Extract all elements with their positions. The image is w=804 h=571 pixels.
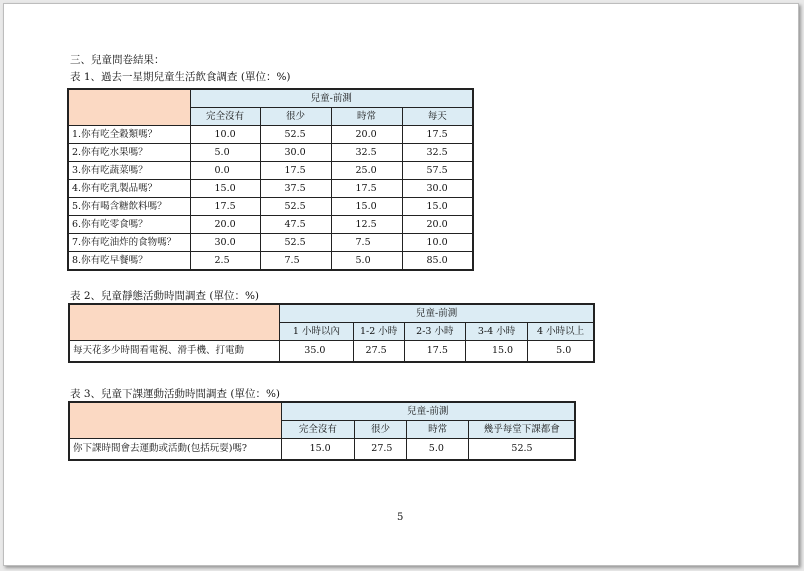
table-row: [68, 126, 473, 144]
table2-col-header: 2-3 小時: [404, 323, 465, 341]
table2: [68, 303, 595, 363]
value-cell: 17.5: [260, 162, 331, 180]
table3-body: [69, 402, 575, 460]
table-row: [68, 216, 473, 234]
value-cell: 52.5: [469, 439, 575, 461]
table2-caption: 表 2、兒童靜態活動時間調查 (單位：%): [70, 290, 260, 302]
value-cell: 7.5: [260, 252, 331, 271]
question-cell: 6.你有吃零食嗎？: [68, 216, 190, 234]
question-cell: 你下課時間會去運動或活動(包括玩耍)嗎?: [69, 439, 281, 461]
table1-caption: 表 1、過去一星期兒童生活飲食調查 (單位：%): [70, 71, 291, 83]
table3-col-header: 時常: [406, 421, 469, 439]
table-row: [68, 198, 473, 216]
question-cell: 8.你有吃早餐嗎？: [68, 252, 190, 271]
value-cell: 17.5: [402, 126, 473, 144]
question-cell: 4.你有吃乳製品嗎？: [68, 180, 190, 198]
value-cell: 10.0: [190, 126, 260, 144]
value-cell: 12.5: [331, 216, 402, 234]
table3-corner-cell: [69, 402, 281, 439]
table1-corner-cell: [68, 89, 190, 126]
table1-body: [68, 89, 473, 270]
table3-col-header: 很少: [355, 421, 407, 439]
value-cell: 52.5: [260, 126, 331, 144]
value-cell: 17.5: [331, 180, 402, 198]
value-cell: 5.0: [331, 252, 402, 271]
table1-header-row: [68, 89, 473, 108]
question-cell: 5.你有喝含糖飲料嗎？: [68, 198, 190, 216]
table3-col-header: 完全沒有: [281, 421, 355, 439]
value-cell: 27.5: [355, 439, 407, 461]
value-cell: 47.5: [260, 216, 331, 234]
value-cell: 15.0: [465, 341, 527, 363]
table-row: [68, 252, 473, 271]
table2-body: [69, 304, 594, 362]
value-cell: 37.5: [260, 180, 331, 198]
section-title: 三、兒童問卷結果：: [70, 54, 165, 66]
table1-col-header: 每天: [402, 108, 473, 126]
value-cell: 15.0: [190, 180, 260, 198]
value-cell: 5.0: [406, 439, 469, 461]
table2-col-header: 3-4 小時: [465, 323, 527, 341]
value-cell: 15.0: [331, 198, 402, 216]
question-cell: 每天花多少時間看電視、滑手機、打電動: [69, 341, 280, 363]
table-row: [68, 162, 473, 180]
table2-group-header: 兒童-前測: [280, 304, 594, 323]
value-cell: 52.5: [260, 198, 331, 216]
table1-col-header: 完全沒有: [190, 108, 260, 126]
value-cell: 0.0: [190, 162, 260, 180]
value-cell: 30.0: [260, 144, 331, 162]
question-cell: 2.你有吃水果嗎？: [68, 144, 190, 162]
value-cell: 15.0: [281, 439, 355, 461]
table1-col-header: 很少: [260, 108, 331, 126]
table-row: [68, 144, 473, 162]
value-cell: 27.5: [353, 341, 404, 363]
value-cell: 17.5: [190, 198, 260, 216]
document-page: [3, 3, 799, 566]
value-cell: 20.0: [331, 126, 402, 144]
value-cell: 15.0: [402, 198, 473, 216]
value-cell: 17.5: [404, 341, 465, 363]
question-cell: 1.你有吃全穀類嗎？: [68, 126, 190, 144]
table-row: [68, 234, 473, 252]
page-number: 5: [397, 512, 404, 523]
value-cell: 57.5: [402, 162, 473, 180]
value-cell: 20.0: [402, 216, 473, 234]
table-row: [69, 439, 575, 461]
table1-col-header: 時常: [331, 108, 402, 126]
table1: [67, 88, 474, 271]
value-cell: 85.0: [402, 252, 473, 271]
question-cell: 3.你有吃蔬菜嗎？: [68, 162, 190, 180]
value-cell: 30.0: [402, 180, 473, 198]
value-cell: 52.5: [260, 234, 331, 252]
table2-col-header: 1 小時以內: [280, 323, 353, 341]
table2-col-header: 1-2 小時: [353, 323, 404, 341]
value-cell: 25.0: [331, 162, 402, 180]
table1-group-header: 兒童-前測: [190, 89, 473, 108]
table3-group-header: 兒童-前測: [281, 402, 575, 421]
table2-col-header: 4 小時以上: [528, 323, 594, 341]
value-cell: 32.5: [402, 144, 473, 162]
value-cell: 35.0: [280, 341, 353, 363]
table3-header-row: [69, 402, 575, 421]
table-row: [69, 341, 594, 363]
question-cell: 7.你有吃油炸的食物嗎？: [68, 234, 190, 252]
table-row: [68, 180, 473, 198]
value-cell: 32.5: [331, 144, 402, 162]
value-cell: 10.0: [402, 234, 473, 252]
value-cell: 20.0: [190, 216, 260, 234]
table3: [68, 401, 576, 461]
value-cell: 2.5: [190, 252, 260, 271]
table3-col-header: 幾乎每堂下課都會: [469, 421, 575, 439]
value-cell: 5.0: [528, 341, 594, 363]
table2-header-row: [69, 304, 594, 323]
value-cell: 7.5: [331, 234, 402, 252]
table2-corner-cell: [69, 304, 280, 341]
value-cell: 5.0: [190, 144, 260, 162]
value-cell: 30.0: [190, 234, 260, 252]
table3-caption: 表 3、兒童下課運動活動時間調查 (單位：%): [70, 388, 281, 400]
